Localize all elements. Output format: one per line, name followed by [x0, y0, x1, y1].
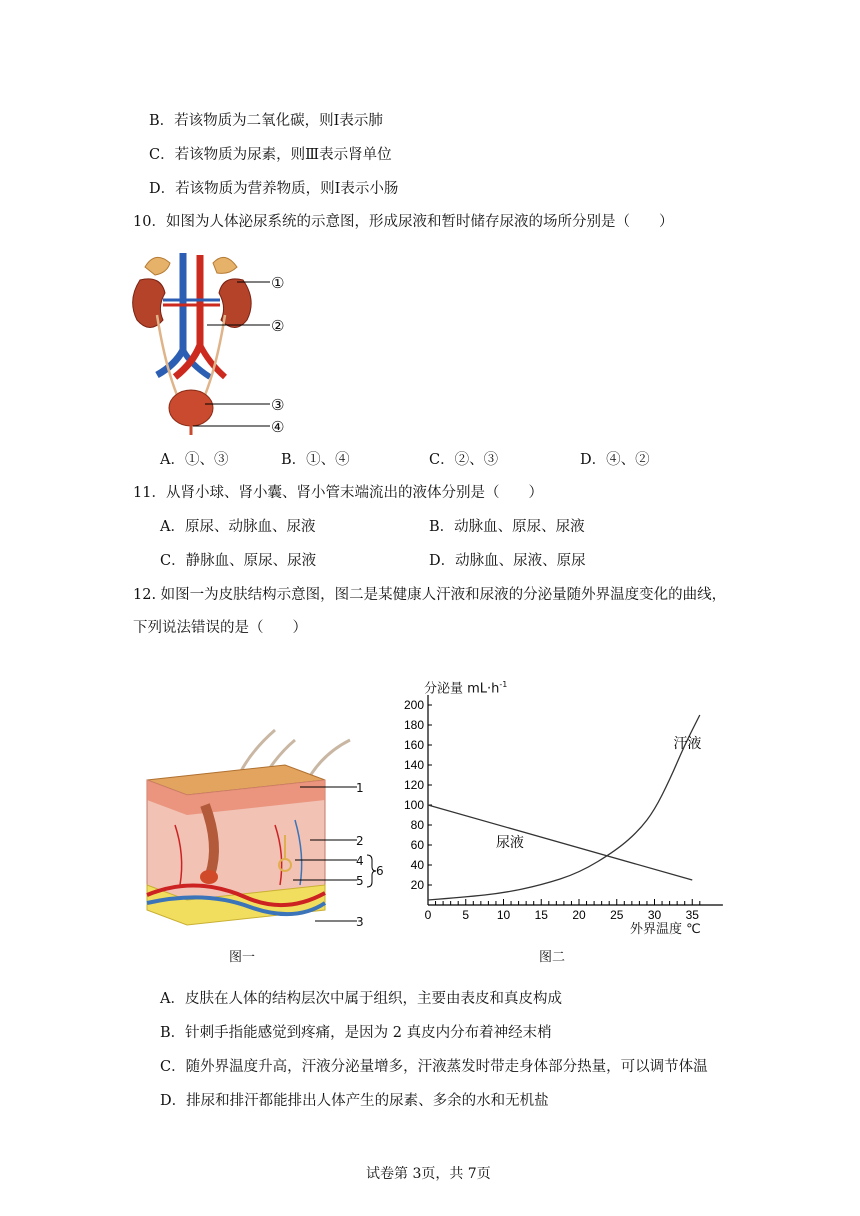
q9-option-b: B．若该物质为二氧化碳，则Ⅰ表示肺	[149, 113, 383, 129]
chart-x-tick-label: 20	[572, 908, 586, 922]
chart-y-tick-label: 160	[403, 738, 424, 752]
chart-x-tick-label: 25	[610, 908, 624, 922]
q9-option-d: D．若该物质为营养物质，则Ⅰ表示小肠	[149, 181, 399, 197]
chart-y-tick-label: 100	[403, 798, 424, 812]
secretion-chart	[390, 690, 730, 950]
fig1-label-5: 5	[356, 874, 364, 888]
q10-option-a: A．①、③	[160, 452, 229, 468]
chart-series-label-sweat: 汗液	[673, 736, 702, 752]
chart-y-tick-label: 200	[403, 698, 424, 712]
chart-y-tick-label: 60	[410, 838, 424, 852]
chart-x-axis-label: 外界温度 ℃	[630, 922, 701, 937]
chart-series-label-urine: 尿液	[495, 835, 524, 851]
chart-series-line-0	[428, 715, 700, 900]
chart-x-tick-label: 30	[647, 908, 662, 922]
q12-option-b: B．针刺手指能感觉到疼痛，是因为 2 真皮内分布着神经末梢	[160, 1025, 552, 1041]
chart-y-tick-label: 140	[403, 758, 424, 772]
chart-y-tick-label: 20	[410, 878, 424, 892]
skin-structure-figure	[135, 725, 385, 940]
chart-y-tick-label: 120	[403, 778, 424, 792]
chart-y-tick-label: 40	[410, 858, 424, 872]
q11-stem: 11．从肾小球、肾小囊、肾小管末端流出的液体分别是（ ）	[133, 485, 543, 501]
fig1-label-2: 2	[356, 834, 364, 848]
q11-option-d: D．动脉血、尿液、原尿	[429, 553, 586, 569]
chart-x-tick-label: 0	[424, 908, 432, 922]
chart-y-tick-label: 80	[410, 818, 424, 832]
fig10-label-1: ①	[271, 274, 285, 292]
chart-series-line-1	[428, 805, 692, 880]
fig1-label-6: 6	[376, 864, 384, 878]
q12-option-c: C．随外界温度升高，汗液分泌量增多，汗液蒸发时带走身体部分热量，可以调节体温	[160, 1059, 708, 1075]
fig10-label-2: ②	[271, 317, 285, 335]
fig1-label-4: 4	[356, 854, 364, 868]
q10-option-b: B．①、④	[281, 452, 350, 468]
urinary-system-figure	[125, 245, 295, 440]
q10-stem: 10．如图为人体泌尿系统的示意图，形成尿液和暂时储存尿液的场所分别是（ ）	[133, 214, 674, 230]
chart-y-axis-label-sup: -1	[499, 680, 508, 689]
q12-option-a: A．皮肤在人体的结构层次中属于组织，主要由表皮和真皮构成	[160, 991, 562, 1007]
page-footer: 试卷第 3页，共 7页	[366, 1166, 491, 1182]
fig2-caption: 图二	[539, 950, 566, 965]
q12-stem-line2: 下列说法错误的是（ ）	[133, 620, 307, 636]
q10-option-d: D．④、②	[580, 452, 650, 468]
q11-option-c: C．静脉血、原尿、尿液	[160, 553, 317, 569]
q9-option-c: C．若该物质为尿素，则Ⅲ表示肾单位	[149, 147, 392, 163]
fig10-label-4: ④	[271, 418, 285, 436]
chart-x-tick-label: 5	[462, 908, 470, 922]
chart-x-tick-label: 15	[534, 908, 548, 922]
q11-option-a: A．原尿、动脉血、尿液	[160, 519, 316, 535]
q12-stem-line1: 12. 如图一为皮肤结构示意图，图二是某健康人汗液和尿液的分泌量随外界温度变化的曲线，	[133, 587, 727, 603]
chart-y-tick-label: 180	[403, 718, 424, 732]
fig1-label-1: 1	[356, 781, 364, 795]
fig10-label-3: ③	[271, 396, 285, 414]
chart-x-tick-label: 10	[496, 908, 511, 922]
q11-option-b: B．动脉血、原尿、尿液	[429, 519, 585, 535]
q12-option-d: D．排尿和排汗都能排出人体产生的尿素、多余的水和无机盐	[160, 1093, 549, 1109]
fig1-label-3: 3	[356, 915, 364, 929]
chart-x-tick-label: 35	[685, 908, 699, 922]
chart-y-axis-label-text: 分泌量 mL·h	[424, 681, 500, 697]
q10-option-c: C．②、③	[429, 452, 499, 468]
fig1-caption: 图一	[229, 950, 256, 965]
